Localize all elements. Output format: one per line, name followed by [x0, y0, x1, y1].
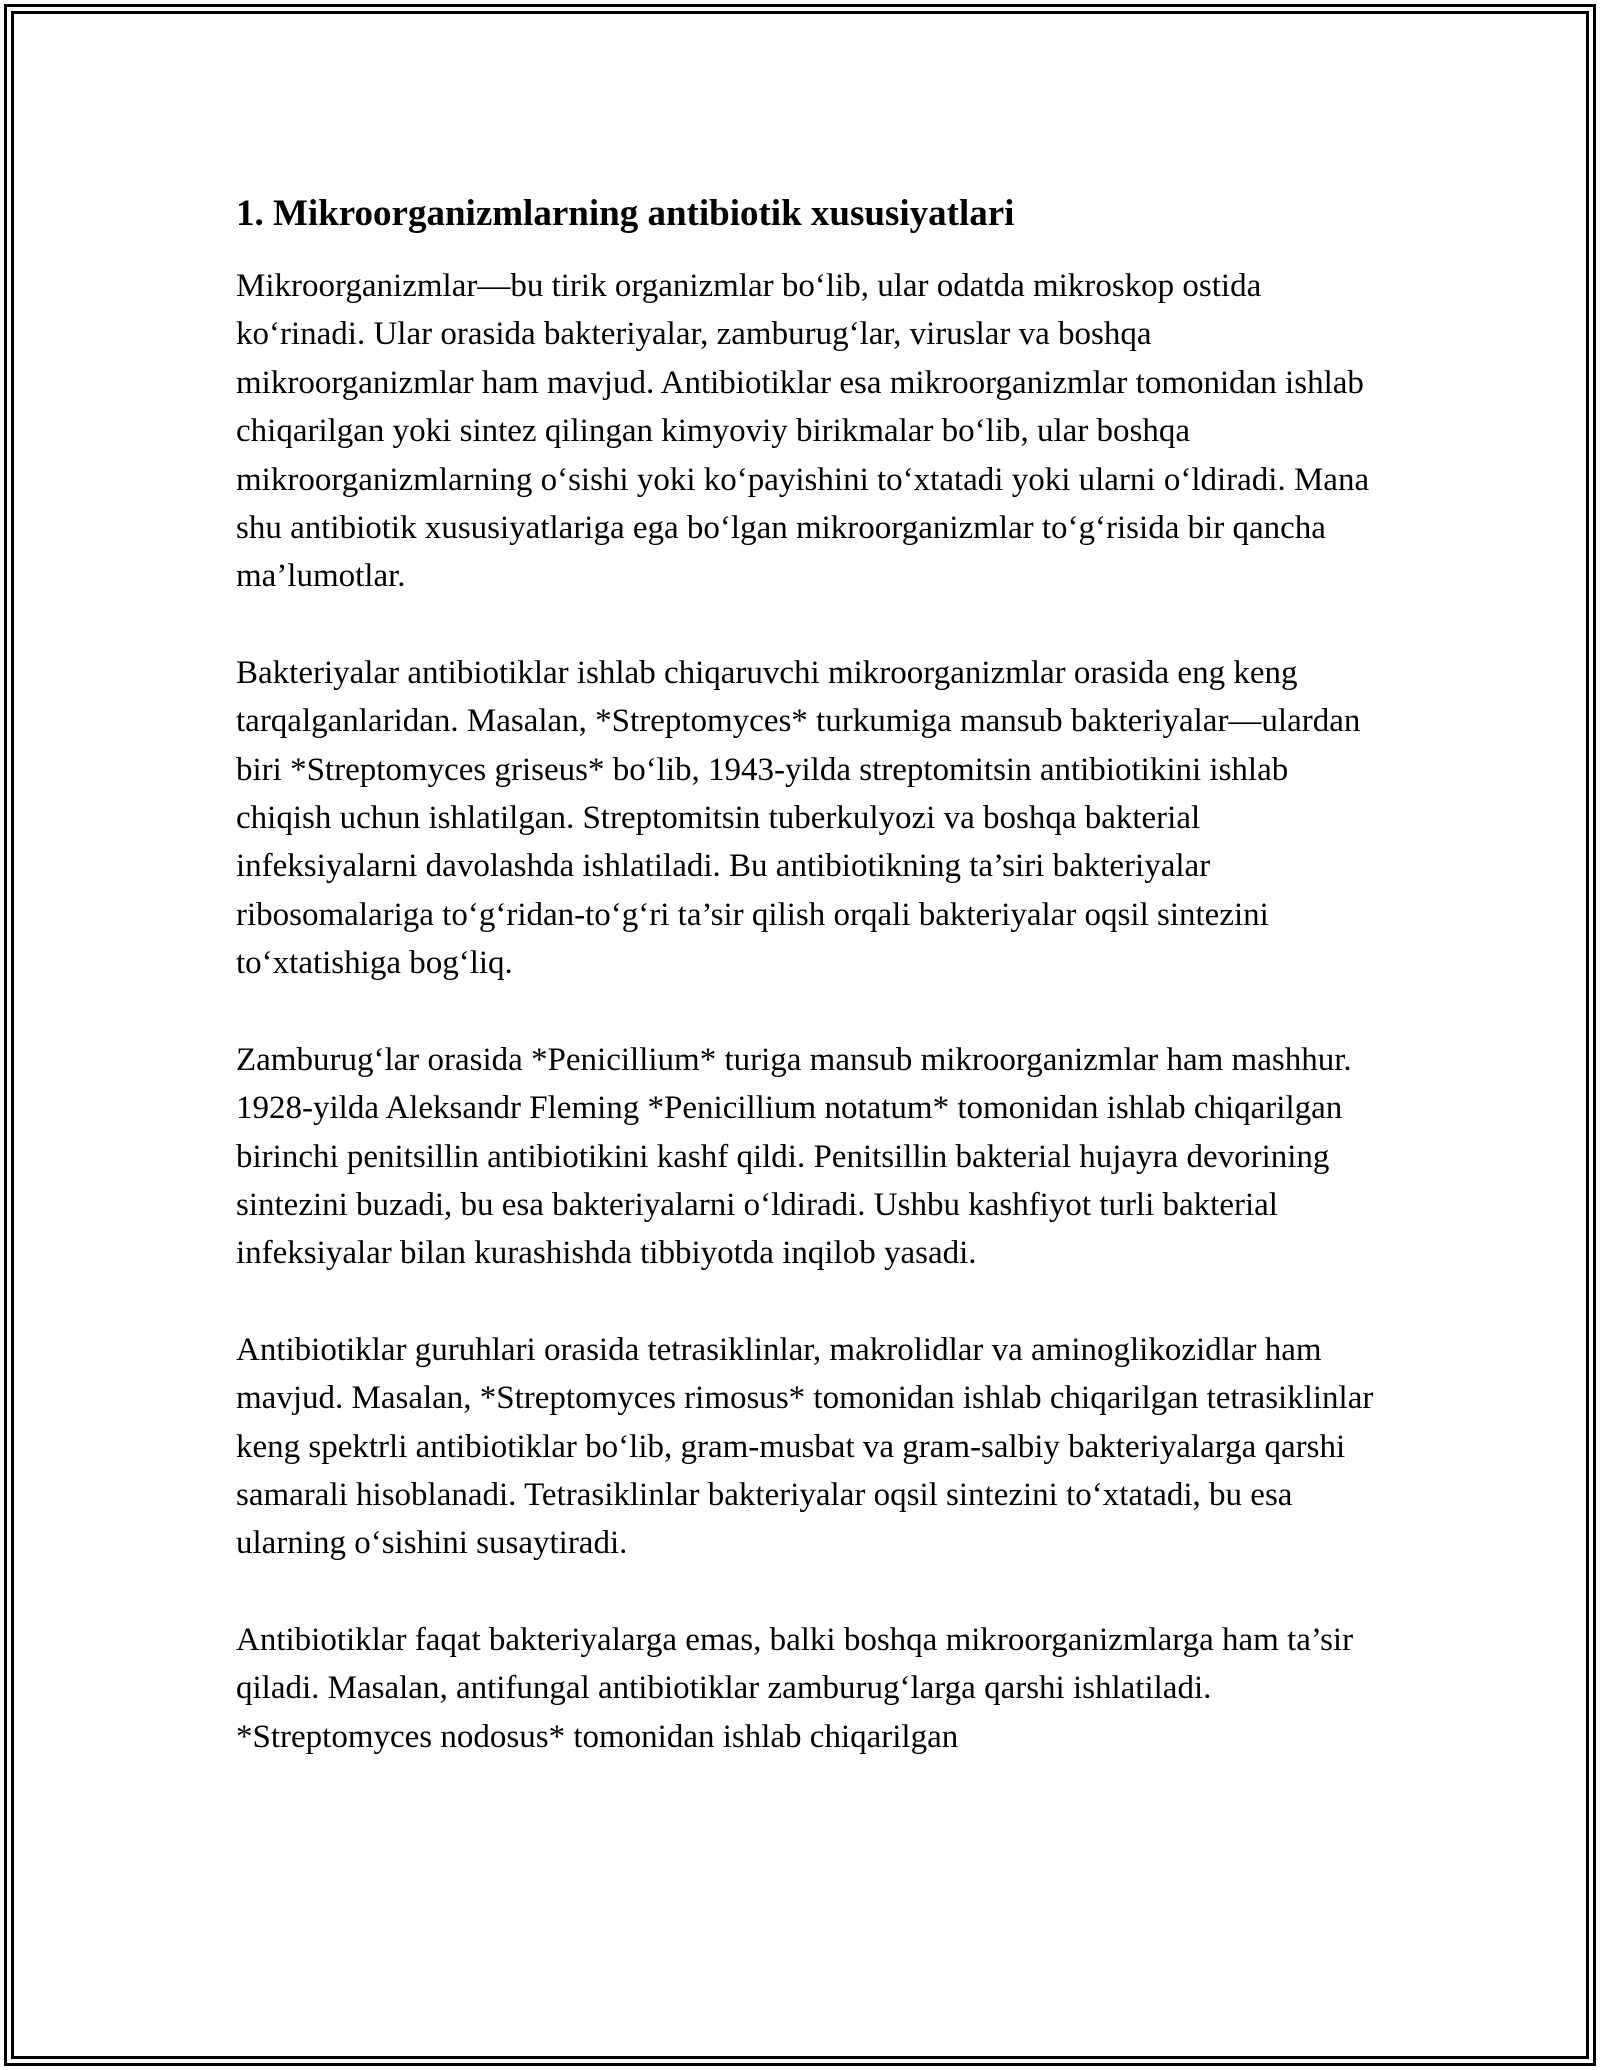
paragraph-antibiotic-groups: Antibiotiklar guruhlari orasida tetrasiklinlar, makrolidlar va aminoglikozidlar ham mavjud. Masalan, *Streptomyces rimosus* tomonidan ishlab chiqarilgan tetrasiklinlar keng spektrli antibiotiklar bo‘lib, gram-musbat va gram-salbiy bakteriyalarga qarshi samarali hisoblanadi. Tetrasiklinlar bakteriyalar oqsil sintezini to‘xtatadi, bu esa ularning o‘sishini susaytiradi. [236, 1331, 1374, 1562]
page-title: 1. Mikroorganizmlarning antibiotik xususiyatlari [236, 193, 1015, 234]
paragraph-introduction: Mikroorganizmlar—bu tirik organizmlar bo‘lib, ular odatda mikroskop ostida ko‘rinadi. Ular orasida bakteriyalar, zamburug‘lar, viruslar va boshqa mikroorganizmlar ham mavjud. Antibiotiklar esa mikroorganizmlar tomonidan ishlab chiqarilgan yoki sintez qilingan kimyoviy birikmalar bo‘lib, ular boshqa mikroorganizmlarning o‘sishi yoki ko‘payishini to‘xtatadi yoki ularni o‘ldiradi. Mana shu antibiotik xususiyatlariga ega bo‘lgan mikroorganizmlar to‘g‘risida bir qancha ma’lumotlar. [236, 268, 1370, 595]
paragraph-antifungal: Antibiotiklar faqat bakteriyalarga emas, balki boshqa mikroorganizmlarga ham ta’sir qiladi. Masalan, antifungal antibiotiklar zamburug‘larga qarshi ishlatiladi. *Streptomyces nodosus* tomonidan ishlab chiqarilgan [236, 1621, 1354, 1755]
document-body [236, 188, 1376, 1809]
paragraph-fungi: Zamburug‘lar orasida *Penicillium* turiga mansub mikroorganizmlar ham mashhur. 1928-yilda Aleksandr Fleming *Penicillium notatum* tomonidan ishlab chiqarilgan birinchi penitsillin antibiotikini kashf qildi. Penitsillin bakterial hujayra devorining sintezini buzadi, bu esa bakteriyalarni o‘ldiradi. Ushbu kashfiyot turli bakterial infeksiyalar bilan kurashishda tibbiyotda inqilob yasadi. [236, 1041, 1352, 1272]
paragraph-bacteria: Bakteriyalar antibiotiklar ishlab chiqaruvchi mikroorganizmlar orasida eng keng tarqalganlaridan. Masalan, *Streptomyces* turkumiga mansub bakteriyalar—ulardan biri *Streptomyces griseus* bo‘lib, 1943-yilda streptomitsin antibiotikini ishlab chiqish uchun ishlatilgan. Streptomitsin tuberkulyozi va boshqa bakterial infeksiyalarni davolashda ishlatiladi. Bu antibiotikning ta’siri bakteriyalar ribosomalariga to‘g‘ridan-to‘g‘ri ta’sir qilish orqali bakteriyalar oqsil sintezini to‘xtatishiga bog‘liq. [236, 654, 1361, 982]
